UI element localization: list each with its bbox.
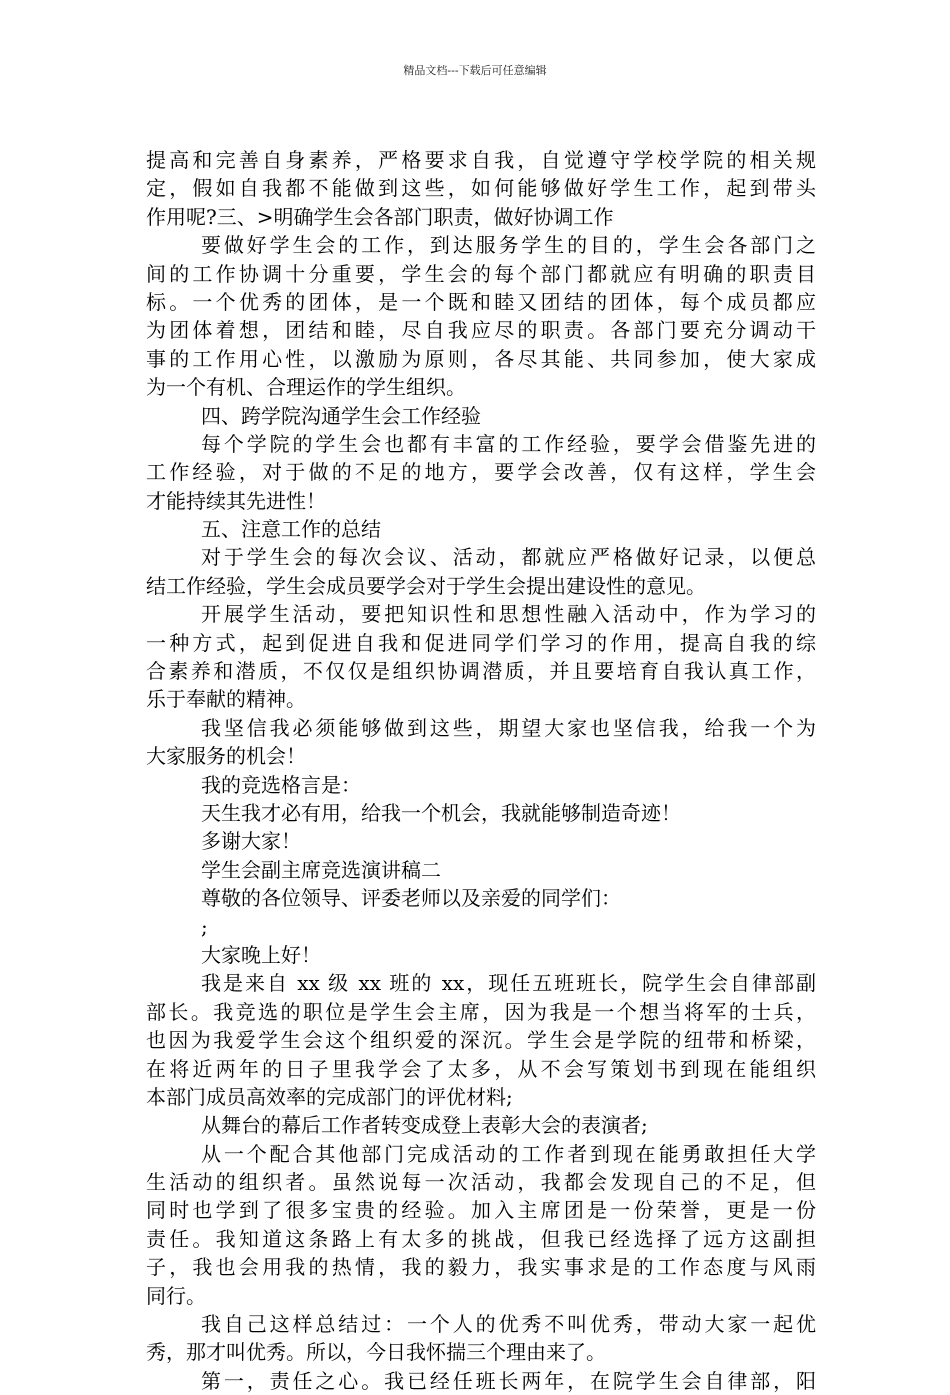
text-line: 我的竞选格言是：: [201, 772, 361, 797]
text-line: 对于学生会的每次会议、活动，都就应严格做好记录，以便总: [201, 545, 816, 570]
text-line: 从一个配合其他部门完成活动的工作者到现在能勇敢担任大学: [201, 1141, 816, 1166]
text-line: 部长。我竞选的职位是学生会主席，因为我是一个想当将军的士兵，: [146, 999, 816, 1024]
text-line: 第一，责任之心。我已经任班长两年，在院学生会自律部，阳: [201, 1368, 816, 1393]
text-line: 一种方式，起到促进自我和促进同学们学习的作用，提高自我的综: [146, 630, 816, 655]
text-line: 工作经验，对于做的不足的地方，要学会改善，仅有这样，学生会: [146, 460, 816, 485]
text-line: 提高和完善自身素养，严格要求自我，自觉遵守学校学院的相关规: [146, 148, 816, 172]
text-line: 我坚信我必须能够做到这些，期望大家也坚信我，给我一个为: [201, 715, 816, 740]
text-line: 同行。: [146, 1283, 206, 1308]
text-line: 秀，那才叫优秀。所以，今日我怀揣三个理由来了。: [146, 1340, 606, 1365]
text-line: 同时也学到了很多宝贵的经验。加入主席团是一份荣誉，更是一份: [146, 1198, 816, 1223]
text-line: 大家服务的机会！: [146, 744, 306, 769]
text-line: 结工作经验，学生会成员要学会对于学生会提出建设性的意见。: [146, 573, 706, 598]
text-line: 定，假如自我都不能做到这些，如何能够做好学生工作，起到带头: [146, 176, 816, 201]
text-line: 五、注意工作的总结: [201, 517, 381, 542]
text-line: 为团体着想，团结和睦，尽自我应尽的职责。各部门要充分调动干: [146, 318, 816, 343]
text-line: ;: [201, 914, 208, 939]
text-line: 每个学院的学生会也都有丰富的工作经验，要学会借鉴先进的: [201, 431, 816, 456]
document-body: [146, 146, 816, 1395]
text-line: 尊敬的各位领导、评委老师以及亲爱的同学们：: [201, 886, 621, 911]
text-line: 为一个有机、合理运作的学生组织。: [146, 375, 466, 400]
text-line: 四、跨学院沟通学生会工作经验: [201, 403, 481, 428]
text-line: 责任。我知道这条路上有太多的挑战，但我已经选择了远方这副担: [146, 1226, 816, 1251]
text-line: 在将近两年的日子里我学会了太多，从不会写策划书到现在能组织: [146, 1056, 816, 1081]
text-line: 从舞台的幕后工作者转变成登上表彰大会的表演者;: [201, 1113, 648, 1138]
text-line: 天生我才必有用，给我一个机会，我就能够制造奇迹！: [201, 800, 681, 825]
text-line: 作用呢?三、>明确学生会各部门职责，做好协调工作: [146, 204, 614, 229]
text-line: 我是来自 xx 级 xx 班的 xx，现任五班班长，院学生会自律部副: [201, 971, 816, 996]
page-header: 精品文档---下载后可任意编辑: [403, 64, 547, 77]
text-line: 大家晚上好！: [201, 942, 321, 967]
text-line: 标。一个优秀的团体，是一个既和睦又团结的团体，每个成员都应: [146, 289, 816, 314]
text-line: 开展学生活动，要把知识性和思想性融入活动中，作为学习的: [201, 602, 816, 627]
text-line: 间的工作协调十分重要，学生会的每个部门都就应有明确的职责目: [146, 261, 816, 286]
text-line: 也因为我爱学生会这个组织爱的深沉。学生会是学院的纽带和桥梁，: [146, 1028, 816, 1053]
text-line: 乐于奉献的精神。: [146, 687, 306, 712]
text-line: 事的工作用心性，以激励为原则，各尽其能、共同参加，使大家成: [146, 346, 816, 371]
text-line: 要做好学生会的工作，到达服务学生的目的，学生会各部门之: [201, 233, 816, 258]
text-line: 我自己这样总结过：一个人的优秀不叫优秀，带动大家一起优: [201, 1312, 816, 1337]
text-line: 子，我也会用我的热情，我的毅力，我实事求是的工作态度与风雨: [146, 1255, 816, 1280]
text-line: 多谢大家！: [201, 829, 301, 854]
text-line: 本部门成员高效率的完成部门的评优材料;: [146, 1084, 513, 1109]
text-line: 合素养和潜质，不仅仅是组织协调潜质，并且要培育自我认真工作，: [146, 659, 816, 684]
text-line: 学生会副主席竞选演讲稿二: [201, 857, 441, 882]
text-line: 生活动的组织者。虽然说每一次活动，我都会发现自己的不足，但: [146, 1170, 816, 1195]
text-line: 才能持续其先进性！: [146, 488, 326, 513]
